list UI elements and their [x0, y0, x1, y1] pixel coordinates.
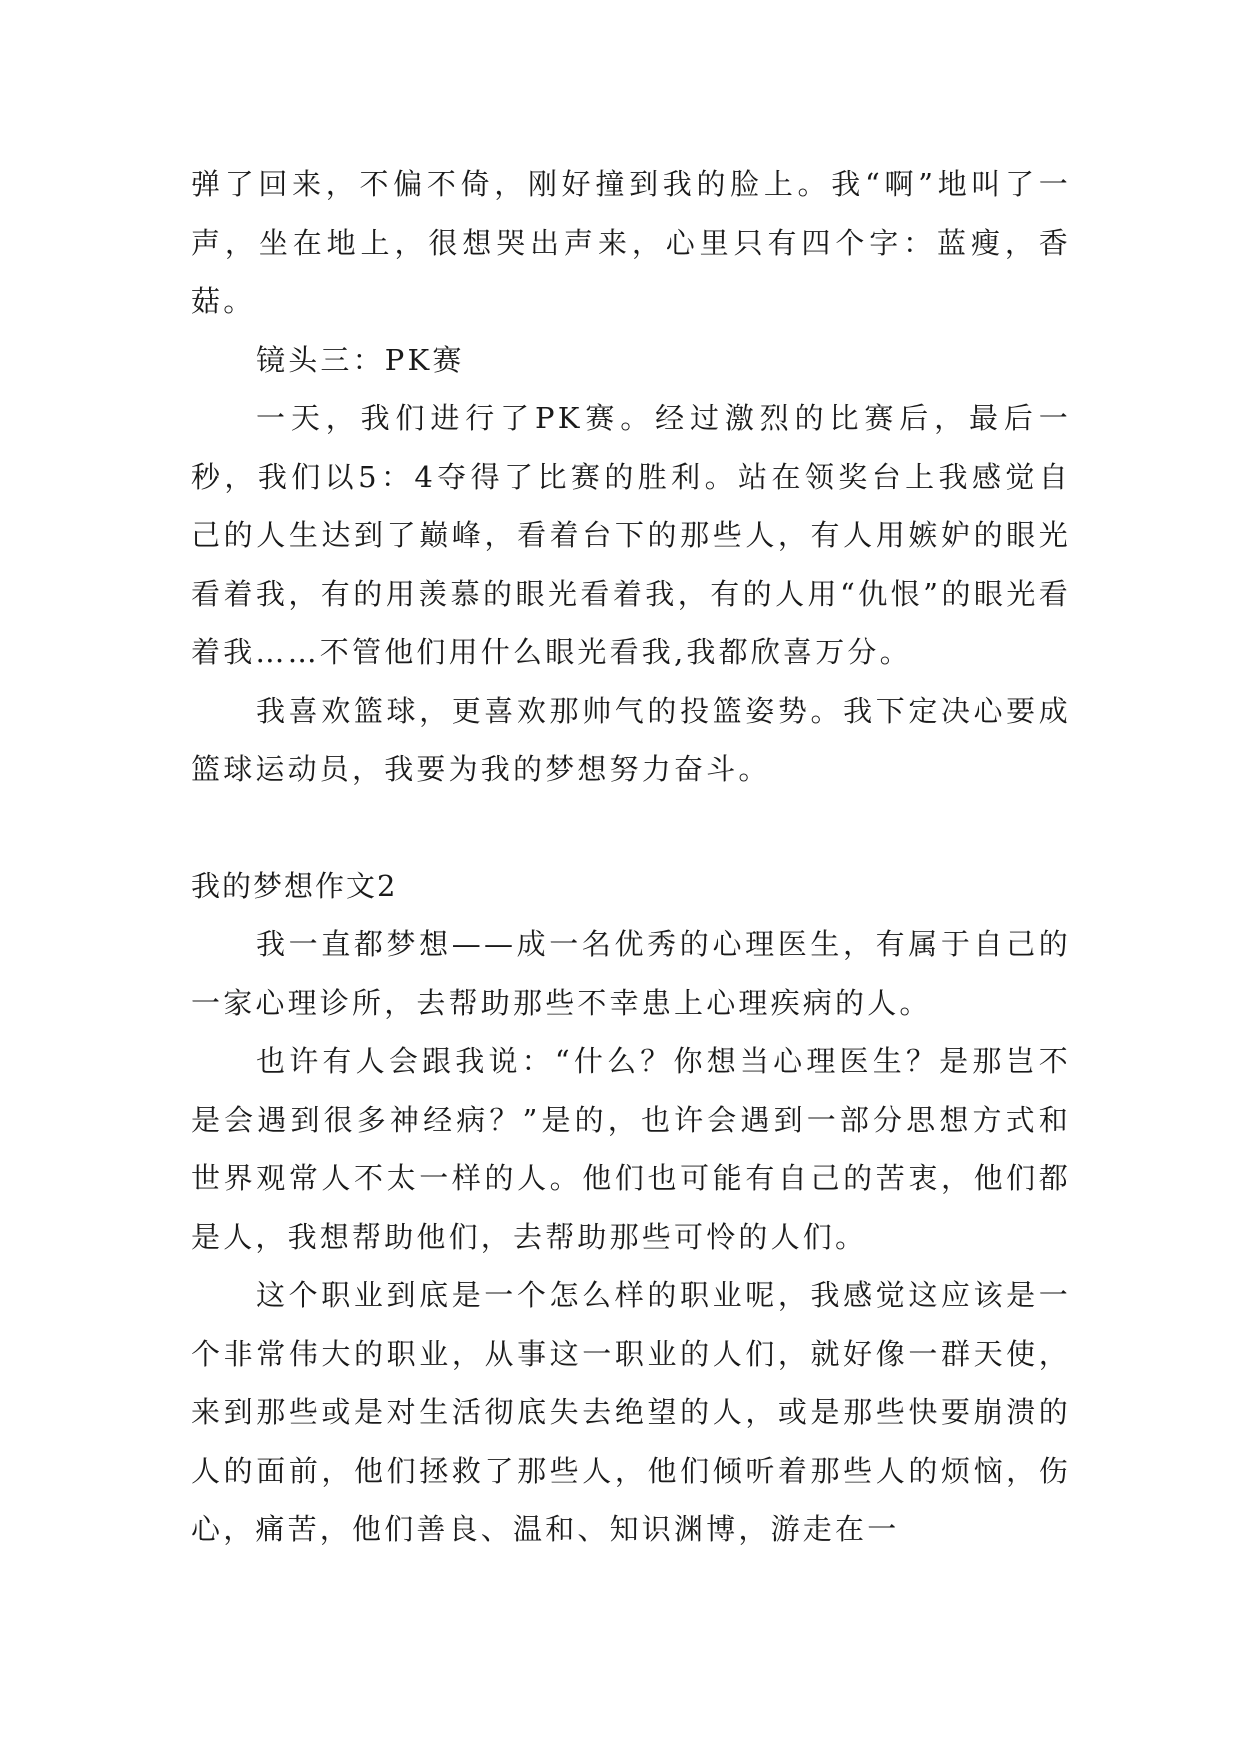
paragraph-psychologist-dream: 我一直都梦想——成一名优秀的心理医生，有属于自己的一家心理诊所，去帮助那些不幸患上心理疾病的人。 — [191, 927, 1071, 1020]
paragraph-pk-match: 一天，我们进行了PK赛。经过激烈的比赛后，最后一秒，我们以5：4夺得了比赛的胜利。站在领奖台上我感觉自己的人生达到了巅峰，看着台下的那些人，有人用嫉妒的眼光看着我，有的用羡慕的眼光看着我，有的人用“仇恨”的眼光看着我……不管他们用什么眼光看我,我都欣喜万分。 — [191, 401, 1071, 669]
paragraph-continued: 弹了回来，不偏不倚，刚好撞到我的脸上。我“啊”地叫了一声，坐在地上，很想哭出声来，心里只有四个字：蓝瘦，香菇。 — [191, 167, 1071, 318]
paragraph-others-opinion: 也许有人会跟我说：“什么？你想当心理医生？是那岂不是会遇到很多神经病？”是的，也许会遇到一部分思想方式和世界观常人不太一样的人。他们也可能有自己的苦衷，他们都是人，我想帮助他们，去帮助那些可怜的人们。 — [191, 1044, 1071, 1254]
document-body — [191, 155, 1071, 1559]
scene-three-heading: 镜头三：PK赛 — [256, 342, 465, 377]
section-gap — [191, 799, 1071, 857]
paragraph-basketball-dream: 我喜欢篮球，更喜欢那帅气的投篮姿势。我下定决心要成篮球运动员，我要为我的梦想努力奋斗。 — [191, 693, 1071, 786]
essay-2-title: 我的梦想作文2 — [191, 868, 398, 903]
paragraph-career-description: 这个职业到底是一个怎么样的职业呢，我感觉这应该是一个非常伟大的职业，从事这一职业的人们，就好像一群天使，来到那些或是对生活彻底失去绝望的人，或是那些快要崩溃的人的面前，他们拯救了那些人，他们倾听着那些人的烦恼，伤心，痛苦，他们善良、温和、知识渊博，游走在一 — [191, 1278, 1071, 1546]
